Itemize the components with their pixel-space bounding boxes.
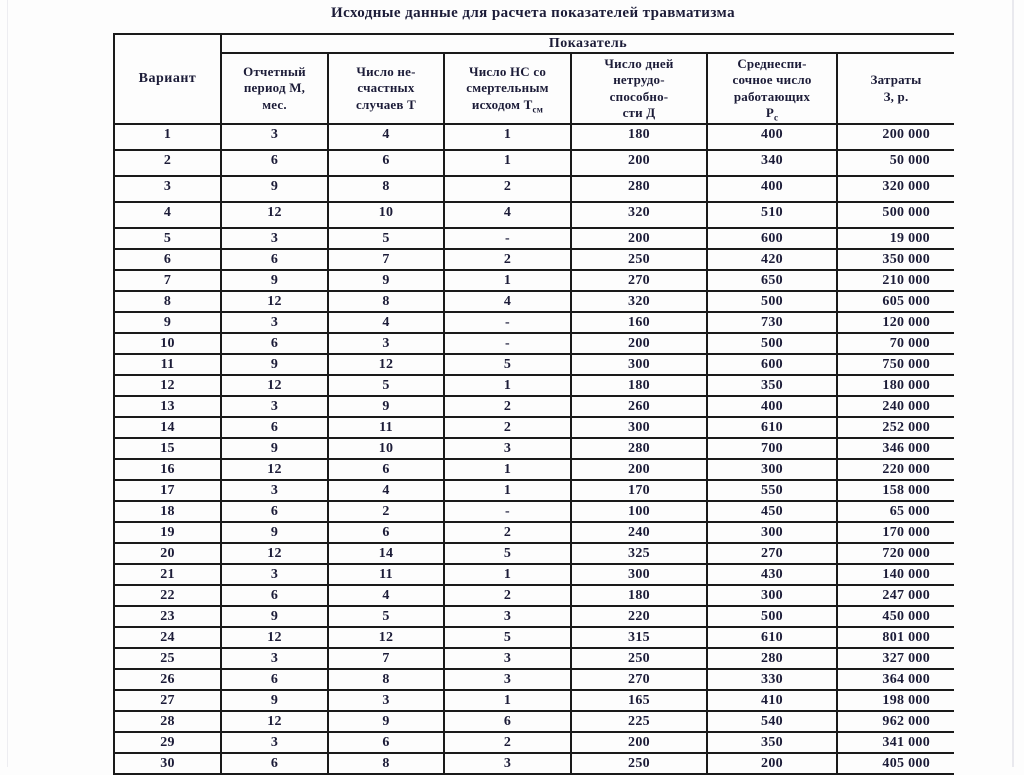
cell-reporting-period: 3: [221, 648, 328, 669]
cell-avg-workers: 350: [707, 732, 837, 753]
cell-costs: 450 000: [837, 606, 954, 627]
cell-reporting-period: 6: [221, 669, 328, 690]
cell-accidents-count: 8: [328, 753, 444, 774]
table-row: [114, 124, 954, 150]
cell-avg-workers: 540: [707, 711, 837, 732]
cell-costs: 180 000: [837, 375, 954, 396]
cell-fatal-accidents: 3: [444, 606, 571, 627]
cell-reporting-period: 12: [221, 202, 328, 228]
cell-fatal-accidents: -: [444, 333, 571, 354]
cell-reporting-period: 3: [221, 480, 328, 501]
cell-avg-workers: 500: [707, 291, 837, 312]
cell-disability-days: 250: [571, 249, 707, 270]
cell-variant: 3: [114, 176, 221, 202]
cell-fatal-accidents: 4: [444, 202, 571, 228]
cell-avg-workers: 600: [707, 228, 837, 249]
cell-avg-workers: 280: [707, 648, 837, 669]
cell-costs: 405 000: [837, 753, 954, 774]
cell-disability-days: 200: [571, 228, 707, 249]
cell-reporting-period: 12: [221, 291, 328, 312]
cell-reporting-period: 6: [221, 585, 328, 606]
cell-costs: 120 000: [837, 312, 954, 333]
cell-fatal-accidents: 4: [444, 291, 571, 312]
cell-disability-days: 165: [571, 690, 707, 711]
cell-avg-workers: 340: [707, 150, 837, 176]
column-header-reporting-period: Отчетный период М, мес.: [221, 53, 328, 124]
cell-avg-workers: 420: [707, 249, 837, 270]
cell-variant: 30: [114, 753, 221, 774]
cell-fatal-accidents: 1: [444, 459, 571, 480]
cell-avg-workers: 650: [707, 270, 837, 291]
cell-reporting-period: 6: [221, 150, 328, 176]
table-row: [114, 690, 954, 711]
cell-reporting-period: 9: [221, 270, 328, 291]
cell-fatal-accidents: -: [444, 312, 571, 333]
cell-accidents-count: 4: [328, 312, 444, 333]
table-row: [114, 312, 954, 333]
cell-fatal-accidents: 5: [444, 627, 571, 648]
cell-accidents-count: 10: [328, 202, 444, 228]
cell-reporting-period: 9: [221, 690, 328, 711]
cell-accidents-count: 9: [328, 711, 444, 732]
cell-disability-days: 180: [571, 124, 707, 150]
cell-costs: 170 000: [837, 522, 954, 543]
cell-variant: 6: [114, 249, 221, 270]
cell-avg-workers: 510: [707, 202, 837, 228]
cell-variant: 7: [114, 270, 221, 291]
cell-reporting-period: 9: [221, 438, 328, 459]
cell-disability-days: 280: [571, 438, 707, 459]
column-header-costs: Затраты З, р.: [837, 53, 954, 124]
cell-variant: 10: [114, 333, 221, 354]
cell-fatal-accidents: 1: [444, 124, 571, 150]
cell-avg-workers: 200: [707, 753, 837, 774]
cell-fatal-accidents: 2: [444, 732, 571, 753]
cell-disability-days: 250: [571, 648, 707, 669]
cell-costs: 247 000: [837, 585, 954, 606]
cell-avg-workers: 600: [707, 354, 837, 375]
cell-costs: 327 000: [837, 648, 954, 669]
table-title: Исходные данные для расчета показателей травматизма: [331, 5, 735, 21]
cell-costs: 364 000: [837, 669, 954, 690]
cell-fatal-accidents: -: [444, 228, 571, 249]
cell-accidents-count: 3: [328, 690, 444, 711]
cell-reporting-period: 12: [221, 375, 328, 396]
cell-reporting-period: 12: [221, 711, 328, 732]
cell-costs: 240 000: [837, 396, 954, 417]
cell-variant: 29: [114, 732, 221, 753]
table-row: [114, 648, 954, 669]
cell-variant: 15: [114, 438, 221, 459]
cell-costs: 140 000: [837, 564, 954, 585]
cell-variant: 14: [114, 417, 221, 438]
cell-avg-workers: 330: [707, 669, 837, 690]
cell-fatal-accidents: 1: [444, 375, 571, 396]
cell-accidents-count: 4: [328, 124, 444, 150]
cell-accidents-count: 8: [328, 291, 444, 312]
table-row: [114, 150, 954, 176]
cell-disability-days: 270: [571, 669, 707, 690]
cell-disability-days: 270: [571, 270, 707, 291]
cell-reporting-period: 3: [221, 732, 328, 753]
cell-disability-days: 300: [571, 417, 707, 438]
cell-disability-days: 180: [571, 585, 707, 606]
table-row: [114, 396, 954, 417]
column-header-variant: Вариант: [114, 34, 221, 124]
cell-fatal-accidents: 3: [444, 438, 571, 459]
cell-avg-workers: 450: [707, 501, 837, 522]
cell-fatal-accidents: 2: [444, 522, 571, 543]
cell-variant: 17: [114, 480, 221, 501]
cell-avg-workers: 430: [707, 564, 837, 585]
cell-accidents-count: 6: [328, 522, 444, 543]
cell-avg-workers: 300: [707, 522, 837, 543]
cell-variant: 5: [114, 228, 221, 249]
column-header-row: [114, 53, 954, 124]
cell-costs: 220 000: [837, 459, 954, 480]
table-row: [114, 354, 954, 375]
column-header-disability-days: Число дней нетрудо- способно- сти Д: [571, 53, 707, 124]
cell-disability-days: 170: [571, 480, 707, 501]
table-row: [114, 438, 954, 459]
table-row: [114, 627, 954, 648]
cell-costs: 198 000: [837, 690, 954, 711]
cell-costs: 200 000: [837, 124, 954, 150]
cell-accidents-count: 8: [328, 176, 444, 202]
cell-variant: 21: [114, 564, 221, 585]
cell-fatal-accidents: 5: [444, 354, 571, 375]
column-header-accidents-count: Число не- счастных случаев Т: [328, 53, 444, 124]
cell-accidents-count: 6: [328, 732, 444, 753]
cell-reporting-period: 3: [221, 564, 328, 585]
cell-variant: 20: [114, 543, 221, 564]
table-row: [114, 291, 954, 312]
cell-disability-days: 200: [571, 459, 707, 480]
cell-accidents-count: 6: [328, 459, 444, 480]
cell-disability-days: 320: [571, 202, 707, 228]
cell-costs: 70 000: [837, 333, 954, 354]
cell-variant: 9: [114, 312, 221, 333]
table-row: [114, 543, 954, 564]
table-row: [114, 176, 954, 202]
cell-accidents-count: 11: [328, 417, 444, 438]
cell-accidents-count: 5: [328, 606, 444, 627]
table-row: [114, 202, 954, 228]
cell-costs: 19 000: [837, 228, 954, 249]
cell-costs: 252 000: [837, 417, 954, 438]
table-row: [114, 501, 954, 522]
cell-disability-days: 250: [571, 753, 707, 774]
cell-variant: 16: [114, 459, 221, 480]
column-header-fatal-accidents: Число НС со смертельным исходом $Т_{см}$: [444, 53, 571, 124]
table-row: [114, 270, 954, 291]
cell-disability-days: 300: [571, 564, 707, 585]
table-row: [114, 522, 954, 543]
cell-avg-workers: 610: [707, 627, 837, 648]
cell-variant: 23: [114, 606, 221, 627]
cell-variant: 1: [114, 124, 221, 150]
cell-fatal-accidents: 5: [444, 543, 571, 564]
cell-disability-days: 200: [571, 150, 707, 176]
cell-fatal-accidents: 1: [444, 150, 571, 176]
cell-reporting-period: 6: [221, 417, 328, 438]
cell-costs: 210 000: [837, 270, 954, 291]
cell-avg-workers: 500: [707, 333, 837, 354]
cell-variant: 27: [114, 690, 221, 711]
cell-costs: 341 000: [837, 732, 954, 753]
cell-accidents-count: 3: [328, 333, 444, 354]
table-row: [114, 249, 954, 270]
cell-accidents-count: 14: [328, 543, 444, 564]
page-edge-left: [7, 0, 8, 767]
cell-variant: 11: [114, 354, 221, 375]
cell-fatal-accidents: 6: [444, 711, 571, 732]
cell-disability-days: 320: [571, 291, 707, 312]
table-row: [114, 564, 954, 585]
cell-variant: 12: [114, 375, 221, 396]
cell-disability-days: 200: [571, 333, 707, 354]
cell-avg-workers: 700: [707, 438, 837, 459]
cell-costs: 801 000: [837, 627, 954, 648]
cell-avg-workers: 610: [707, 417, 837, 438]
cell-reporting-period: 9: [221, 606, 328, 627]
cell-fatal-accidents: 3: [444, 753, 571, 774]
cell-variant: 4: [114, 202, 221, 228]
cell-accidents-count: 7: [328, 648, 444, 669]
cell-disability-days: 240: [571, 522, 707, 543]
cell-avg-workers: 400: [707, 396, 837, 417]
cell-accidents-count: 10: [328, 438, 444, 459]
cell-variant: 19: [114, 522, 221, 543]
table-row: [114, 585, 954, 606]
cell-avg-workers: 300: [707, 459, 837, 480]
cell-costs: 346 000: [837, 438, 954, 459]
cell-fatal-accidents: 3: [444, 648, 571, 669]
cell-disability-days: 260: [571, 396, 707, 417]
cell-variant: 13: [114, 396, 221, 417]
cell-reporting-period: 9: [221, 176, 328, 202]
table-row: [114, 417, 954, 438]
cell-disability-days: 220: [571, 606, 707, 627]
cell-accidents-count: 7: [328, 249, 444, 270]
cell-accidents-count: 5: [328, 375, 444, 396]
cell-costs: 500 000: [837, 202, 954, 228]
cell-costs: 350 000: [837, 249, 954, 270]
cell-accidents-count: 6: [328, 150, 444, 176]
table-row: [114, 606, 954, 627]
cell-disability-days: 315: [571, 627, 707, 648]
cell-variant: 22: [114, 585, 221, 606]
cell-reporting-period: 12: [221, 543, 328, 564]
cell-fatal-accidents: -: [444, 501, 571, 522]
cell-costs: 750 000: [837, 354, 954, 375]
cell-disability-days: 300: [571, 354, 707, 375]
cell-fatal-accidents: 1: [444, 480, 571, 501]
cell-avg-workers: 730: [707, 312, 837, 333]
cell-accidents-count: 9: [328, 270, 444, 291]
cell-fatal-accidents: 2: [444, 417, 571, 438]
cell-reporting-period: 6: [221, 501, 328, 522]
cell-disability-days: 225: [571, 711, 707, 732]
table-body: [114, 124, 954, 774]
cell-disability-days: 325: [571, 543, 707, 564]
table-row: [114, 732, 954, 753]
cell-avg-workers: 400: [707, 176, 837, 202]
cell-accidents-count: 12: [328, 354, 444, 375]
cell-variant: 8: [114, 291, 221, 312]
cell-reporting-period: 3: [221, 124, 328, 150]
table-row: [114, 711, 954, 732]
cell-accidents-count: 4: [328, 585, 444, 606]
cell-reporting-period: 12: [221, 459, 328, 480]
cell-costs: 605 000: [837, 291, 954, 312]
cell-variant: 28: [114, 711, 221, 732]
cell-fatal-accidents: 2: [444, 176, 571, 202]
cell-variant: 25: [114, 648, 221, 669]
cell-disability-days: 100: [571, 501, 707, 522]
table-row: [114, 669, 954, 690]
cell-disability-days: 280: [571, 176, 707, 202]
cell-accidents-count: 2: [328, 501, 444, 522]
cell-variant: 24: [114, 627, 221, 648]
cell-reporting-period: 6: [221, 333, 328, 354]
cell-reporting-period: 6: [221, 249, 328, 270]
cell-avg-workers: 400: [707, 124, 837, 150]
cell-avg-workers: 270: [707, 543, 837, 564]
cell-costs: 962 000: [837, 711, 954, 732]
cell-disability-days: 200: [571, 732, 707, 753]
table-row: [114, 375, 954, 396]
cell-avg-workers: 410: [707, 690, 837, 711]
cell-accidents-count: 12: [328, 627, 444, 648]
cell-accidents-count: 11: [328, 564, 444, 585]
cell-costs: 65 000: [837, 501, 954, 522]
cell-accidents-count: 9: [328, 396, 444, 417]
cell-costs: 158 000: [837, 480, 954, 501]
cell-accidents-count: 5: [328, 228, 444, 249]
cell-variant: 26: [114, 669, 221, 690]
cell-costs: 720 000: [837, 543, 954, 564]
group-header-pokazatel: Показатель: [221, 34, 954, 53]
cell-fatal-accidents: 1: [444, 564, 571, 585]
cell-avg-workers: 500: [707, 606, 837, 627]
cell-reporting-period: 9: [221, 354, 328, 375]
cell-costs: 320 000: [837, 176, 954, 202]
data-table: [113, 33, 954, 775]
cell-fatal-accidents: 2: [444, 585, 571, 606]
cell-reporting-period: 6: [221, 753, 328, 774]
table-row: [114, 459, 954, 480]
group-header-row: [114, 34, 954, 53]
cell-accidents-count: 4: [328, 480, 444, 501]
table-header: [114, 34, 954, 124]
cell-reporting-period: 12: [221, 627, 328, 648]
column-header-avg-workers: Среднеспи- сочное число работающих $Р_с$: [707, 53, 837, 124]
cell-fatal-accidents: 2: [444, 396, 571, 417]
cell-variant: 18: [114, 501, 221, 522]
cell-accidents-count: 8: [328, 669, 444, 690]
cell-reporting-period: 3: [221, 228, 328, 249]
cell-reporting-period: 9: [221, 522, 328, 543]
cell-avg-workers: 300: [707, 585, 837, 606]
table-row: [114, 753, 954, 774]
cell-fatal-accidents: 3: [444, 669, 571, 690]
cell-disability-days: 160: [571, 312, 707, 333]
table-row: [114, 333, 954, 354]
cell-fatal-accidents: 1: [444, 690, 571, 711]
cell-avg-workers: 550: [707, 480, 837, 501]
cell-reporting-period: 3: [221, 396, 328, 417]
cell-costs: 50 000: [837, 150, 954, 176]
cell-variant: 2: [114, 150, 221, 176]
cell-fatal-accidents: 2: [444, 249, 571, 270]
cell-reporting-period: 3: [221, 312, 328, 333]
cell-fatal-accidents: 1: [444, 270, 571, 291]
table-row: [114, 480, 954, 501]
page-edge-right: [1012, 0, 1014, 767]
cell-avg-workers: 350: [707, 375, 837, 396]
table-row: [114, 228, 954, 249]
cell-disability-days: 180: [571, 375, 707, 396]
